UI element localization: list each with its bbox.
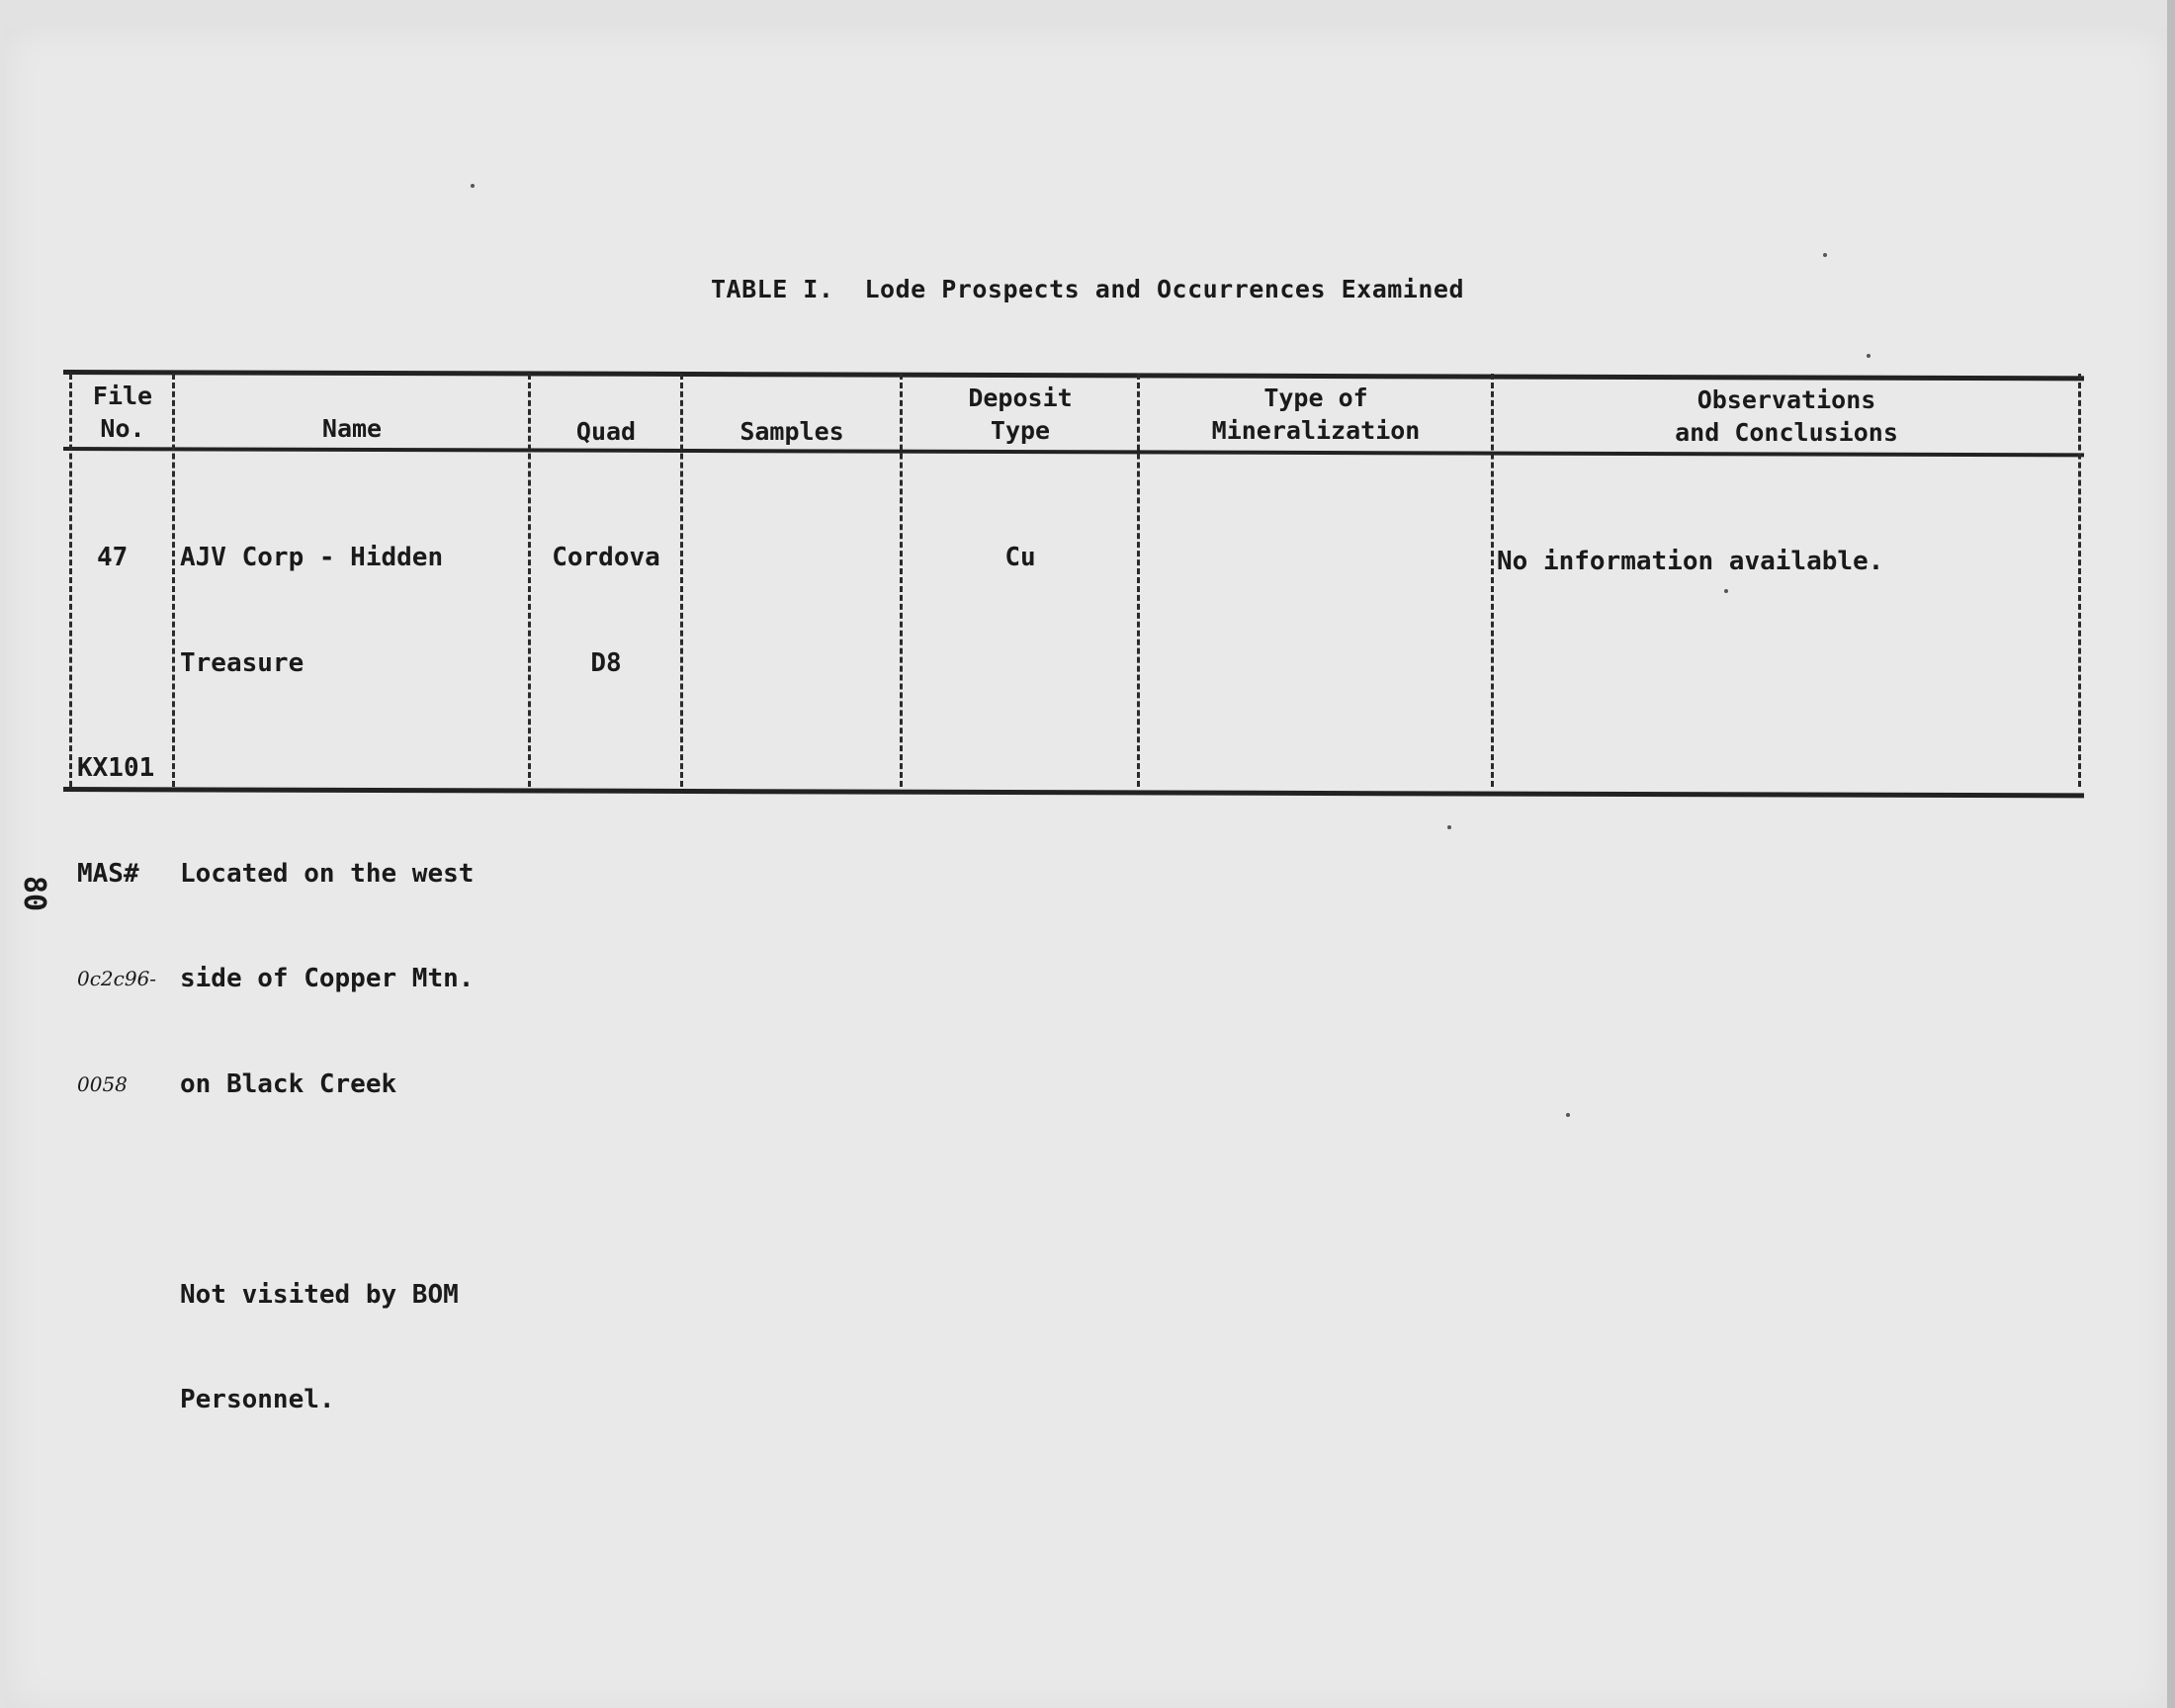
paper-speck xyxy=(1867,354,1870,358)
kx-number: KX101 xyxy=(77,753,155,783)
quad-line2: D8 xyxy=(590,647,622,678)
prospects-table xyxy=(63,370,2084,1414)
location-line1: Located on the west xyxy=(180,858,475,889)
file-spacer xyxy=(77,646,156,682)
cell-file-no xyxy=(77,470,156,1172)
observations-value: No information available. xyxy=(1497,547,1884,576)
cell-quad xyxy=(532,470,680,751)
column-divider xyxy=(2078,374,2081,787)
paper-speck xyxy=(1566,1113,1570,1117)
header-mineralization xyxy=(1141,382,1491,447)
mas-number-line2: 0058 xyxy=(77,1071,128,1096)
name-line2: Treasure xyxy=(180,647,304,678)
header-mineralization-line2: Mineralization xyxy=(1211,416,1421,445)
column-divider xyxy=(69,374,72,787)
header-deposit-type-line1: Deposit xyxy=(968,384,1073,412)
header-name-line1: Name xyxy=(321,414,383,443)
location-line3: on Black Creek xyxy=(180,1068,397,1099)
cell-deposit-type xyxy=(904,470,1137,646)
name-spacer xyxy=(180,1172,474,1208)
column-divider xyxy=(1491,374,1494,787)
mas-label: MAS# xyxy=(77,858,139,889)
deposit-type-value: Cu xyxy=(1004,543,1036,572)
visit-line2: Personnel. xyxy=(180,1385,335,1414)
mas-number-line1: 0c2c96- xyxy=(77,967,157,990)
quad-line1: Cordova xyxy=(552,543,660,572)
header-deposit-type-line2: Type xyxy=(990,416,1051,445)
header-file-no xyxy=(73,380,172,445)
header-mineralization-line1: Type of xyxy=(1263,384,1368,412)
header-name xyxy=(176,380,528,445)
header-observations xyxy=(1495,384,2078,449)
paper-speck xyxy=(471,184,475,188)
cell-name xyxy=(180,470,474,1489)
page-edge-shadow xyxy=(2167,0,2175,1708)
column-divider xyxy=(1137,374,1140,787)
page-number: 80 xyxy=(17,876,51,912)
header-file-no-line1: File xyxy=(92,382,153,410)
table-title: TABLE I. Lode Prospects and Occurrences Examined xyxy=(710,275,1464,303)
column-divider xyxy=(528,374,531,787)
header-deposit-type xyxy=(904,382,1137,447)
column-divider xyxy=(900,374,903,787)
column-divider xyxy=(680,374,683,787)
header-quad-line1: Quad xyxy=(575,417,637,446)
location-line2: side of Copper Mtn. xyxy=(180,964,475,993)
paper-speck xyxy=(1447,825,1451,829)
name-spacer xyxy=(180,751,474,787)
header-observations-line2: and Conclusions xyxy=(1675,418,1898,447)
header-file-no-line2: No. xyxy=(100,414,145,443)
header-quad xyxy=(532,380,680,445)
paper-speck xyxy=(1823,253,1827,257)
name-line1: AJV Corp - Hidden xyxy=(180,543,444,572)
header-samples xyxy=(684,380,900,445)
header-observations-line1: Observations xyxy=(1696,385,1876,414)
visit-line1: Not visited by BOM xyxy=(180,1279,459,1310)
header-samples-line1: Samples xyxy=(740,417,844,446)
cell-observations xyxy=(1497,474,1883,650)
file-number: 47 xyxy=(97,543,129,572)
column-divider xyxy=(172,374,175,787)
